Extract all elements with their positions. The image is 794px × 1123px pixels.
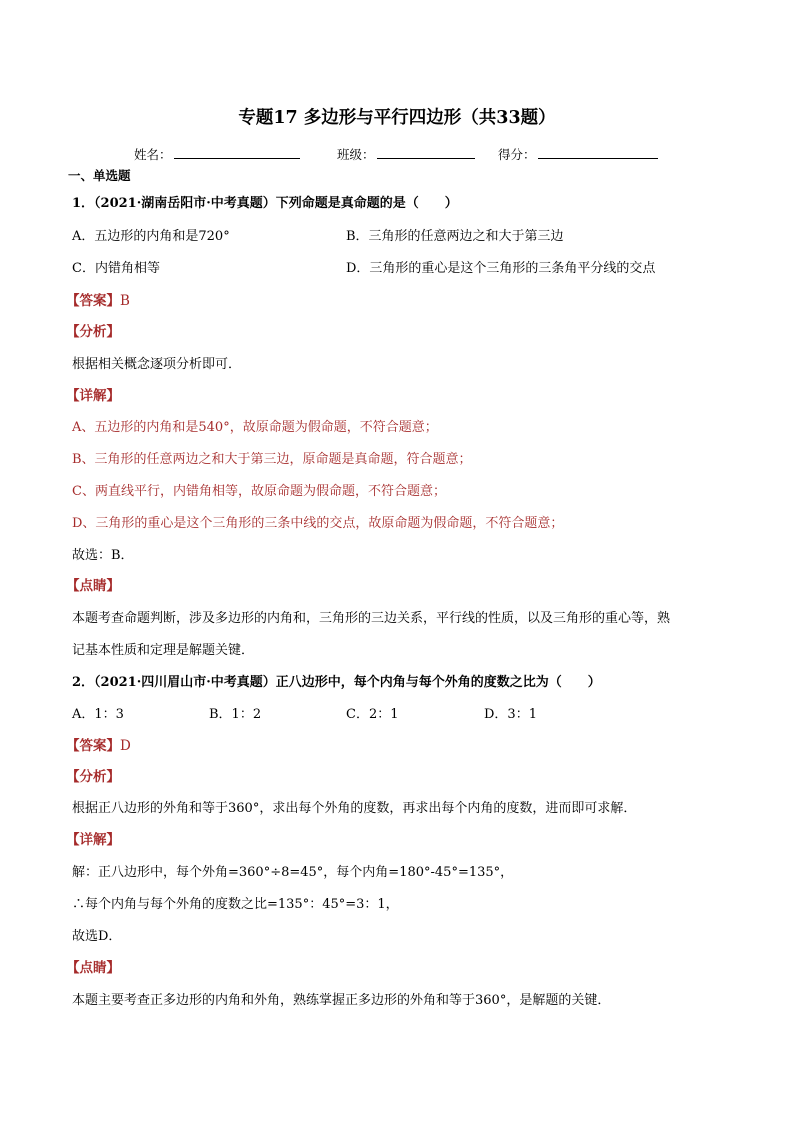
q2-answer-value: D: [120, 738, 131, 754]
q1-choose: 故选：B．: [72, 548, 134, 563]
score-blank: [538, 146, 658, 159]
q1-option-b: B．三角形的任意两边之和大于第三边: [346, 229, 564, 244]
q1-answer-tag: 【答案】: [66, 293, 120, 309]
q2-choose: 故选D．: [72, 929, 122, 944]
q2-comment-tag: 【点睛】: [66, 960, 120, 976]
name-field: [134, 145, 300, 163]
q2-detail-line-1: 解：正八边形中，每个外角=360°÷8=45°，每个内角=180°-45°=135°，: [72, 865, 514, 880]
q1-answer: [66, 289, 130, 309]
q2-option-b: B．1：2: [209, 707, 262, 722]
q2-option-a: A．1：3: [72, 707, 124, 722]
name-blank: [174, 146, 300, 159]
q1-detail-line: B、三角形的任意两边之和大于第三边，原命题是真命题，符合题意；: [72, 452, 472, 467]
q1-detail-tag: 【详解】: [66, 388, 120, 404]
q2-answer-tag: 【答案】: [66, 738, 120, 754]
page-title: 专题17 多边形与平行四边形（共33题）: [238, 108, 556, 128]
class-field: [337, 145, 475, 163]
q2-answer: [66, 734, 131, 754]
q1-detail-line: A、五边形的内角和是540°，故原命题为假命题，不符合题意；: [72, 420, 438, 435]
class-blank: [377, 146, 475, 159]
score-field: [498, 145, 658, 163]
question-2-stem: 2．（2021·四川眉山市·中考真题）正八边形中，每个内角与每个外角的度数之比为（ ）: [72, 675, 601, 690]
q2-detail-tag: 【详解】: [66, 832, 120, 848]
q2-detail-line-2: ∴每个内角与每个外角的度数之比=135°：45°=3：1，: [72, 897, 399, 912]
score-label: 得分：: [498, 147, 536, 162]
q1-detail-line: C、两直线平行，内错角相等，故原命题为假命题，不符合题意；: [72, 484, 446, 499]
q2-option-d: D．3：1: [484, 707, 537, 722]
section-heading: 一、单选题: [68, 168, 131, 183]
q1-option-c: C．内错角相等: [72, 261, 160, 276]
q2-analysis-tag: 【分析】: [66, 769, 120, 785]
q2-comment-text: 本题主要考查正多边形的内角和外角，熟练掌握正多边形的外角和等于360°，是解题的关键．: [72, 993, 611, 1008]
question-1-stem: 1．（2021·湖南岳阳市·中考真题）下列命题是真命题的是（ ）: [72, 196, 458, 211]
q2-analysis-text: 根据正八边形的外角和等于360°，求出每个外角的度数，再求出每个内角的度数，进而即可求解．: [72, 801, 637, 816]
q2-option-c: C．2：1: [346, 707, 399, 722]
q1-comment-line-1: 本题考查命题判断，涉及多边形的内角和，三角形的三边关系，平行线的性质，以及三角形的重心等，熟: [72, 611, 671, 626]
class-label: 班级：: [337, 147, 375, 162]
q1-analysis-tag: 【分析】: [66, 324, 120, 340]
name-label: 姓名：: [134, 147, 172, 162]
q1-option-a: A．五边形的内角和是720°: [72, 229, 230, 244]
q1-detail-line: D、三角形的重心是这个三角形的三条中线的交点，故原命题为假命题，不符合题意；: [72, 516, 564, 531]
q1-option-d: D．三角形的重心是这个三角形的三条角平分线的交点: [346, 261, 656, 276]
q1-analysis-text: 根据相关概念逐项分析即可．: [72, 357, 242, 372]
q1-answer-value: B: [120, 293, 130, 309]
q1-comment-tag: 【点睛】: [66, 578, 120, 594]
q1-comment-line-2: 记基本性质和定理是解题关键．: [72, 643, 255, 658]
